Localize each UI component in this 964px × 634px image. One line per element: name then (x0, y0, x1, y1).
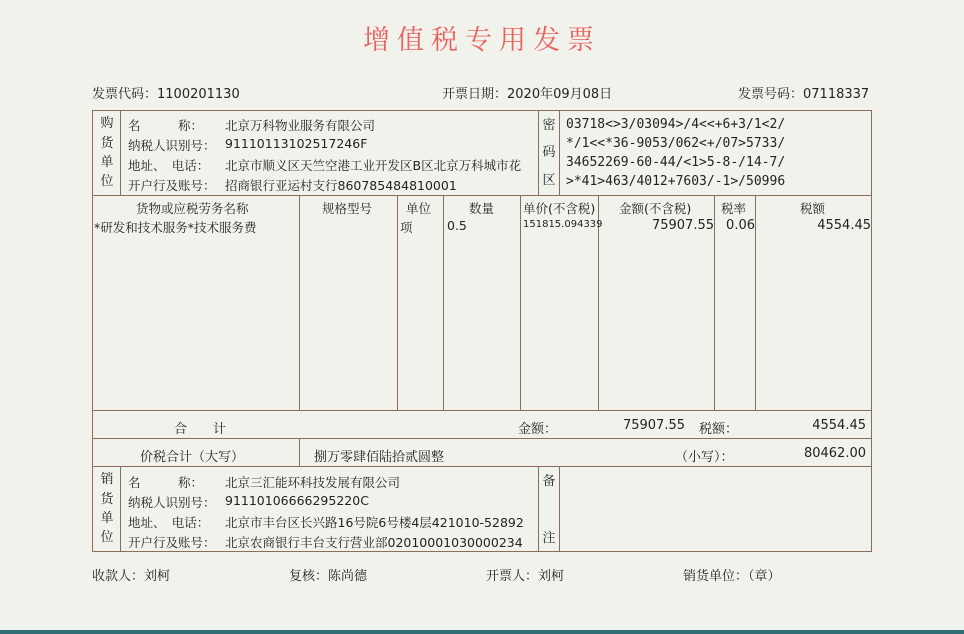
reviewer-value: 陈尚德 (328, 569, 368, 584)
header-qty: 数量 (469, 201, 495, 216)
divider (92, 410, 872, 411)
header-name: 货物或应税劳务名称 (136, 201, 249, 216)
grand-total-label: 价税合计（大写） (140, 450, 245, 465)
item-tax: 4554.45 (817, 218, 871, 233)
totals-amount-label: 金额： (518, 422, 558, 437)
drawer (486, 565, 564, 584)
buyer-side-char: 货 (100, 136, 114, 151)
invoice-date-label: 开票日期： (442, 87, 508, 102)
invoice-number (738, 83, 869, 102)
seller-name-label: 名 称： (128, 475, 204, 490)
remarks-side-char: 备 (542, 474, 556, 489)
buyer-tax-id-label: 纳税人识别号： (128, 138, 216, 153)
cipher-line: 34652269-60-44/<1>5-8-/14-7/ (566, 155, 786, 170)
header-spec: 规格型号 (322, 201, 373, 216)
buyer-name: 北京万科物业服务有限公司 (225, 118, 376, 133)
item-name: *研发和技术服务*技术服务费 (94, 220, 257, 235)
header-unit: 单位 (406, 201, 432, 216)
seller-unit-seal: 销货单位：（章） (683, 569, 781, 584)
payee-value: 刘柯 (144, 569, 171, 584)
invoice-date (442, 83, 612, 102)
header-amount: 金额(不含税) (619, 201, 692, 216)
payee (92, 565, 170, 584)
divider (520, 195, 521, 411)
seller-tax-id-label: 纳税人识别号： (128, 495, 216, 510)
seller-side-char: 位 (100, 530, 114, 545)
seller-tax-id: 91110106666295220C (225, 493, 369, 508)
header-rate: 税率 (721, 201, 747, 216)
divider (92, 438, 872, 439)
seller-side-char: 货 (100, 492, 114, 507)
payee-label: 收款人： (92, 569, 145, 584)
grand-total-value: 80462.00 (803, 446, 866, 461)
seller-address: 北京市丰台区长兴路16号院6号楼4层421010-52892 (225, 515, 524, 530)
cipher-line: */1<<*36-9053/062<+/07>5733/ (566, 136, 786, 151)
item-price: 151815.094339 (523, 219, 603, 230)
cipher-line: 03718<>3/03094>/4<<+6+3/1<2/ (566, 117, 786, 132)
cipher-line: >*41>463/4012+7603/-1>/50996 (566, 174, 786, 189)
buyer-side-char: 单 (100, 155, 114, 170)
header-tax: 税额 (800, 201, 826, 216)
cipher-side-char: 区 (542, 173, 556, 188)
invoice-date-value: 2020年09月08日 (507, 87, 613, 102)
invoice-code-value: 1100201130 (157, 87, 240, 102)
invoice-number-value: 07118337 (803, 87, 870, 102)
buyer-side-char: 位 (100, 174, 114, 189)
item-rate: 0.06 (726, 218, 755, 233)
buyer-bank-label: 开户行及账号： (128, 178, 216, 193)
seller-address-label: 地址、 电话： (128, 515, 210, 530)
drawer-value: 刘柯 (538, 569, 565, 584)
reviewer-label: 复核： (289, 569, 329, 584)
buyer-bank: 招商银行亚运村支行860785484810001 (225, 178, 457, 193)
buyer-address: 北京市顺义区天竺空港工业开发区B区北京万科城市花 (225, 158, 522, 173)
buyer-name-label: 名 称： (128, 118, 204, 133)
invoice-number-label: 发票号码： (738, 87, 804, 102)
item-unit: 项 (400, 220, 413, 235)
totals-amount: 75907.55 (622, 418, 685, 433)
divider (120, 466, 121, 552)
grand-total-small-label: （小写）： (675, 450, 734, 465)
item-amount: 75907.55 (651, 218, 714, 233)
cipher-side-char: 密 (542, 118, 556, 133)
bottom-bar (0, 630, 964, 634)
totals-tax: 4554.45 (812, 418, 866, 433)
divider (397, 195, 398, 411)
divider (443, 195, 444, 411)
invoice-code-label: 发票代码： (92, 87, 158, 102)
reviewer (289, 565, 367, 584)
buyer-tax-id: 91110113102517246F (225, 136, 368, 151)
divider (559, 466, 560, 552)
divider (120, 110, 121, 196)
seller-name: 北京三汇能环科技发展有限公司 (225, 475, 401, 490)
buyer-side-char: 购 (100, 116, 114, 131)
totals-label: 合 计 (174, 422, 227, 437)
divider (299, 438, 300, 467)
totals-tax-label: 税额： (699, 422, 739, 437)
seller-bank-label: 开户行及账号： (128, 535, 216, 550)
divider (559, 110, 560, 196)
buyer-address-label: 地址、 电话： (128, 158, 210, 173)
seller-side-char: 单 (100, 511, 114, 526)
seller-side-char: 销 (100, 472, 114, 487)
divider (299, 195, 300, 411)
cipher-side-char: 码 (542, 145, 556, 160)
seller-bank: 北京农商银行丰台支行营业部02010001030000234 (225, 535, 523, 550)
grand-total-words: 捌万零肆佰陆拾贰圆整 (314, 450, 445, 465)
remarks-side-char: 注 (542, 531, 556, 546)
invoice-code (92, 83, 240, 102)
drawer-label: 开票人： (486, 569, 539, 584)
item-qty: 0.5 (447, 218, 467, 233)
header-price: 单价(不含税) (523, 201, 596, 216)
invoice-title: 增值税专用发票 (363, 25, 601, 56)
